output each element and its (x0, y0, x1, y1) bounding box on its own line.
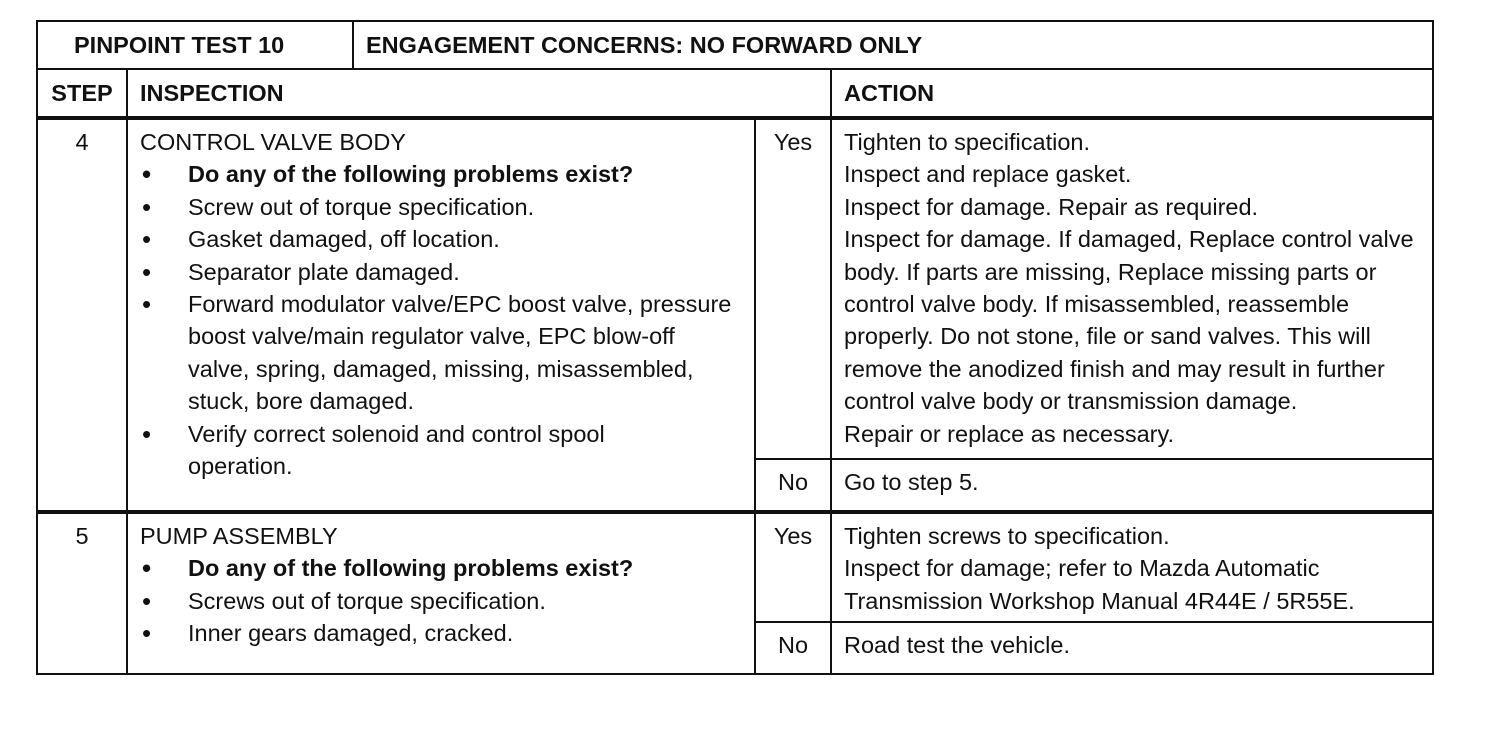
inspection-question: • Do any of the following problems exist? (140, 158, 754, 190)
inspection-question: • Do any of the following problems exist? (140, 552, 754, 584)
column-header-step: STEP (37, 69, 127, 118)
step-number: 4 (37, 118, 127, 512)
action-line: Tighten to specification. (844, 129, 1091, 155)
no-action: Road test the vehicle. (831, 622, 1433, 674)
step-4-yes-row (37, 118, 1433, 459)
step-title: PUMP ASSEMBLY (140, 523, 338, 550)
test-title: ENGAGEMENT CONCERNS: NO FORWARD ONLY (353, 21, 1433, 69)
step-inspection-list (140, 158, 754, 482)
inspection-item: • Separator plate damaged. (140, 256, 754, 288)
no-label: No (755, 622, 831, 674)
step-inspection-list (140, 552, 754, 649)
step-inspection (127, 118, 755, 512)
inspection-item: • Inner gears damaged, cracked. (140, 617, 754, 649)
action-line: Inspect for damage; refer to Mazda Automatic Transmission Workshop Manual 4R44E / 5R55E. (844, 555, 1355, 614)
inspection-item: • Screws out of torque specification. (140, 585, 754, 617)
action-line: Inspect for damage. Repair as required. (844, 193, 1259, 220)
yes-actions (831, 118, 1433, 459)
title-row (37, 21, 1433, 69)
inspection-item: • Forward modulator valve/EPC boost valve, pressure boost valve/main regulator valve, EPC blow-off valve, spring, damaged, missing, misassembled, stuck, bore damaged. (140, 288, 754, 418)
column-header-inspection: INSPECTION (127, 69, 831, 118)
yes-label: Yes (755, 512, 831, 622)
yes-label: Yes (755, 118, 831, 459)
inspection-item: • Gasket damaged, off location. (140, 223, 754, 255)
no-label: No (755, 459, 831, 512)
inspection-item: • Verify correct solenoid and control spool operation. (140, 418, 754, 483)
test-label: PINPOINT TEST 10 (37, 21, 353, 69)
action-line: Tighten screws to specification. (844, 523, 1170, 550)
no-action: Go to step 5. (831, 459, 1433, 512)
pinpoint-test-table-wrapper (36, 20, 1432, 675)
step-title: CONTROL VALVE BODY (140, 129, 406, 155)
column-header-action: ACTION (831, 69, 1433, 118)
yes-actions (831, 512, 1433, 622)
step-number: 5 (37, 512, 127, 674)
action-line: Repair or replace as necessary. (844, 420, 1175, 447)
pinpoint-test-table (36, 20, 1434, 675)
step-inspection (127, 512, 755, 674)
inspection-item: • Screw out of torque specification. (140, 191, 754, 223)
action-line: Inspect for damage. If damaged, Replace control valve body. If parts are missing, Replace missing parts or control valve body. If misassembled, reassemble properly. Do not stone, file or sand valves. This will remove the anodized finish and may result in further control valve body or transmission damage. (844, 226, 1414, 415)
step-5-yes-row (37, 512, 1433, 622)
column-header-row (37, 69, 1433, 118)
action-line: Inspect and replace gasket. (844, 161, 1132, 188)
